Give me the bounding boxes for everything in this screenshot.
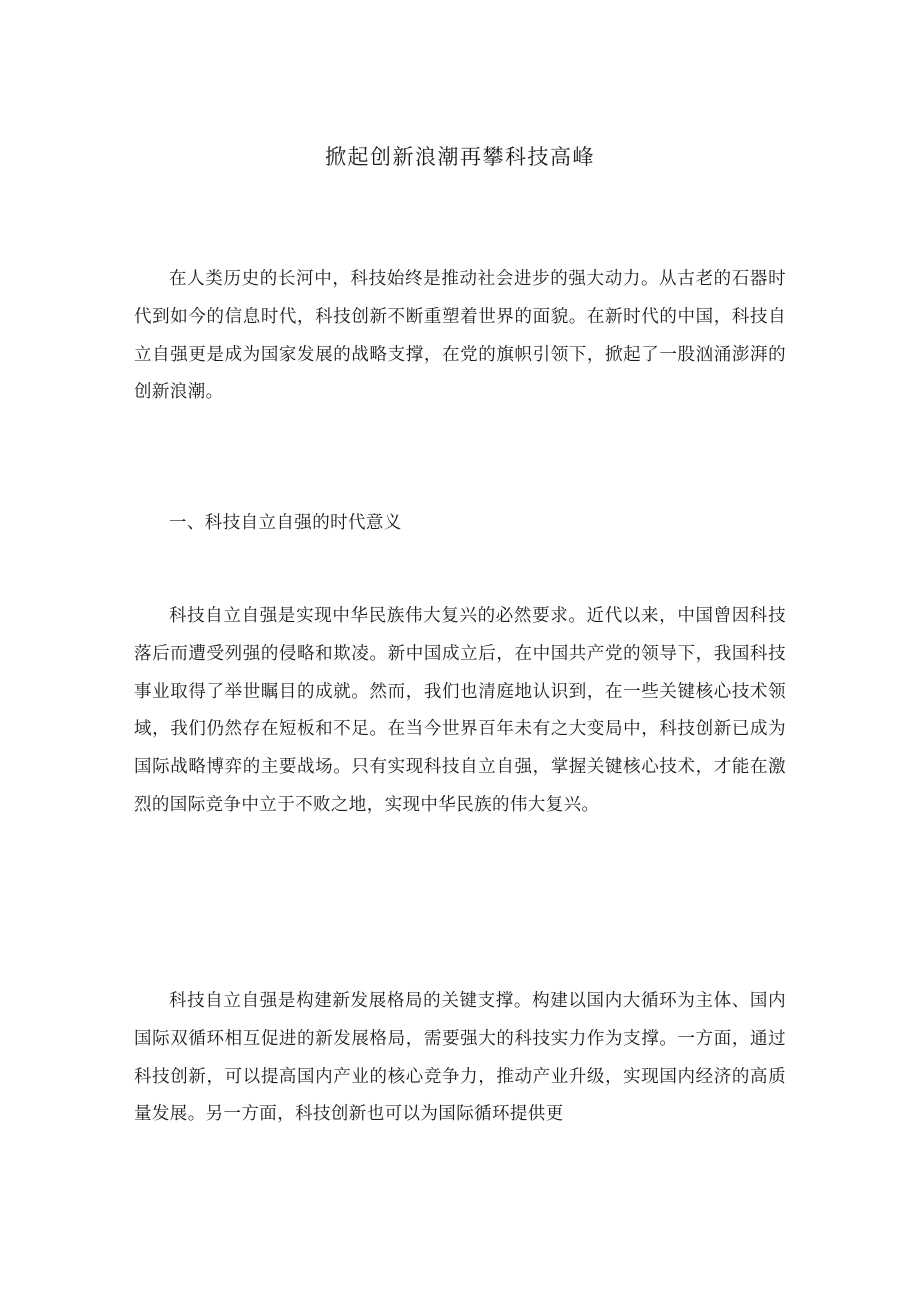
body-paragraph-2: 科技自立自强是构建新发展格局的关键支撑。构建以国内大循环为主体、国内国际双循环相互促进的新发展格局，需要强大的科技实力作为支撑。一方面，通过科技创新，可以提高国内产业的核心竞争力，推动产业升级，实现国内经济的高质量发展。另一方面，科技创新也可以为国际循环提供更 [134,991,786,1125]
section-heading: 一、科技自立自强的时代意义 [169,513,402,533]
intro-paragraph: 在人类历史的长河中，科技始终是推动社会进步的强大动力。从古老的石器时代到如今的信息时代，科技创新不断重塑着世界的面貌。在新时代的中国，科技自立自强更是成为国家发展的战略支撑，在党的旗帜引领下，掀起了一股汹涌澎湃的创新浪潮。 [134,269,786,403]
body-paragraph-1: 科技自立自强是实现中华民族伟大复兴的必然要求。近代以来，中国曾因科技落后而遭受列强的侵略和欺凌。新中国成立后，在中国共产党的领导下，我国科技事业取得了举世瞩目的成就。然而，我们也清庭地认识到，在一些关键核心技术领域，我们仍然存在短板和不足。在当今世界百年未有之大变局中，科技创新已成为国际战略博弈的主要战场。只有实现科技自立自强，掌握关键核心技术，才能在激烈的国际竞争中立于不败之地，实现中华民族的伟大复兴。 [134,606,786,815]
document-title: 掀起创新浪潮再攀科技高峰 [325,145,595,169]
